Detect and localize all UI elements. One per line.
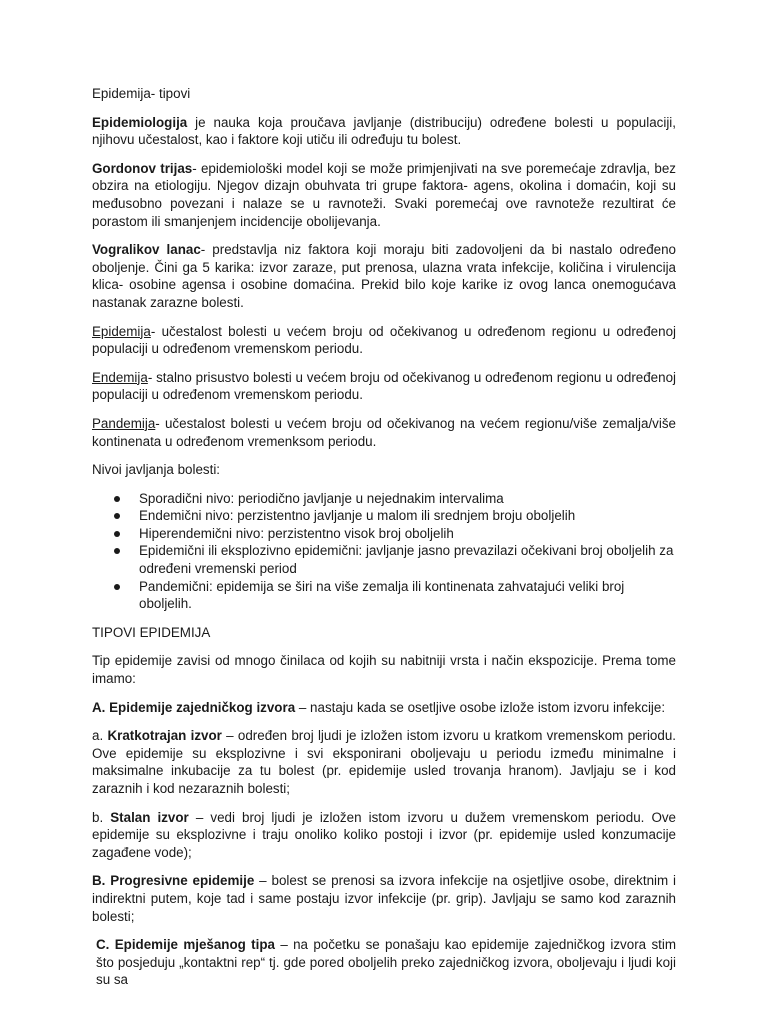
term-vogralikov-lanac: Vogralikov lanac [92,242,201,258]
list-item [112,507,676,525]
subitem-prefix: b. [92,809,111,825]
paragraph-epidemija [92,323,676,358]
term-progresivne-epidemije: B. Progresivne epidemije [92,873,255,889]
definition-progresivne-epidemije: – bolest se prenosi sa izvora infekcije na osjetljive osobe, direktnim i indirektni putem, koje tad i same postaju izvor infekcije (pr. grip). Javljaju se samo kod zaraznih bolesti; [92,873,676,924]
definition-endemija: - stalno prisustvo bolesti u većem broju od očekivanog u određenom regionu u određenoj populaciji u određenom vremenskom periodu. [92,369,676,403]
term-pandemija: Pandemija [92,415,156,431]
term-epidemiologija: Epidemiologija [92,114,188,130]
nivoi-heading: Nivoi javljanja bolesti: [92,462,221,478]
term-zajednickog-izvora: A. Epidemije zajedničkog izvora [92,699,296,715]
list-item [112,578,676,613]
term-gordonov-trijas: Gordonov trijas [92,160,193,176]
paragraph-gordonov-trijas [92,160,676,230]
paragraph-pandemija [92,415,676,450]
subitem-prefix: a. [92,728,108,744]
bullet-icon [114,496,120,502]
definition-mjesanog-tipa: – na početku se ponašaju kao epidemije zajedničkog izvora stim što posjeduju „kontaktni rep“ tj. gde pored oboljelih preko zajedničkog izvora, obolјevaju i ljudi koji su sa [96,937,676,988]
definition-pandemija: - učestalost bolesti u većem broju od očekivanog na većem regionu/više zemalja/više kontinenata u određenom vremenksom periodu. [92,415,676,449]
paragraph-epidemiologija [92,114,676,149]
bullet-icon [114,513,120,519]
bullet-icon [114,531,120,537]
paragraph-stalan-izvor [92,809,676,862]
definition-zajednickog-izvora: – nastaju kada se osetljive osobe izlože istom izvoru infekcije: [295,699,666,715]
paragraph-endemija [92,369,676,404]
nivoi-list [92,490,676,613]
list-item-text: Hiperendemični nivo: perzistentno visok broj oboljelih [139,525,454,541]
document-title: Epidemija- tipovi [92,86,191,101]
list-item-text: Pandemični: epidemija se širi na više zemalja ili kontinenata zahvatajući veliki broj oboljelih. [139,578,625,612]
term-kratkotrajan-izvor: Kratkotrajan izvor [107,728,222,744]
list-item [112,542,676,577]
paragraph-tip-epidemije: Tip epidemije zavisi od mnogo činilaca od kojih su nabitniji vrsta i način ekspozicije. Prema tome imamo: [92,653,676,687]
term-mjesanog-tipa: C. Epidemije mješanog tipa [96,937,275,953]
term-epidemija: Epidemija [92,323,151,339]
term-endemija: Endemija [92,369,148,385]
document-page [92,85,676,1000]
definition-gordonov-trijas: - epidemiološki model koji se može primjenjivati na sve poremećaje zdravlja, bez obzira na etiologiju. Njegov dizajn obuhvata tri grupe faktora- agens, okolina i domaćin, koji su međusobno povezani i nalaze se u ravnoteži. Svaki poremećaj ove ravnoteže rezultirat će porastom ili smanjenjem incidencije obolijevanja. [92,160,677,229]
bullet-icon [114,548,120,554]
term-stalan-izvor: Stalan izvor [110,809,189,825]
paragraph-kratkotrajan-izvor [92,727,676,797]
definition-kratkotrajan-izvor: – određen broj ljudi je izložen istom izvoru u kratkom vremenskom periodu. Ove epidemije su eksplozivne i svi eksponirani obolјevaju u periodu između minimalne i maksimalne inkubacije za tu bolest (pr. epidemije usled trovanja hranom). Javljaju se i kod zaraznih i kod nezaraznih bolesti; [92,728,676,796]
list-item-text: Epidemični ili eksplozivno epidemični: javljanje jasno prevazilazi očekivani broj oboljelih za određeni vremenski period [139,543,674,577]
list-item [112,525,676,543]
bullet-icon [114,584,120,590]
paragraph-progresivne-epidemije [92,872,676,925]
definition-vogralikov-lanac: - predstavlja niz faktora koji moraju biti zadovoljeni da bi nastalo određeno oboljenje. Čini ga 5 karika: izvor zaraze, put prenosa, ulazna vrata infekcije, količina i virulencija klica- osobine agensa i osobine domaćina. Prekid bilo koje karike iz ovog lanca onemogućava nastanak zarazne bolesti. [92,242,676,310]
tipovi-heading: TIPOVI EPIDEMIJA [92,624,211,640]
definition-epidemiologija: je nauka koja proučava javljanje (distribuciju) određene bolesti u populaciji, njihovu učestalost, kao i faktore koji utiču ili određuju tu bolest. [92,114,676,148]
paragraph-vogralikov-lanac [92,241,676,311]
definition-stalan-izvor: – vedi broj ljudi je izložen istom izvoru u dužem vremenskom periodu. Ove epidemije su eksplozivne i traju onoliko koliko postoji i izvor (pr. epidemije usled konzumacije zagađene vode); [92,809,676,860]
definition-epidemija: - učestalost bolesti u većem broju od očekivanog u određenom regionu u određenoj populaciji u određenom vremenskom periodu. [92,323,676,357]
list-item-text: Sporadični nivo: periodično javljanje u nejednakim intervalima [139,490,504,506]
paragraph-zajednickog-izvora [92,699,676,717]
list-item [112,490,676,508]
paragraph-mjesanog-tipa [92,936,676,989]
list-item-text: Endemični nivo: perzistentno javljanje u malom ili srednjem broju oboljelih [139,508,576,524]
